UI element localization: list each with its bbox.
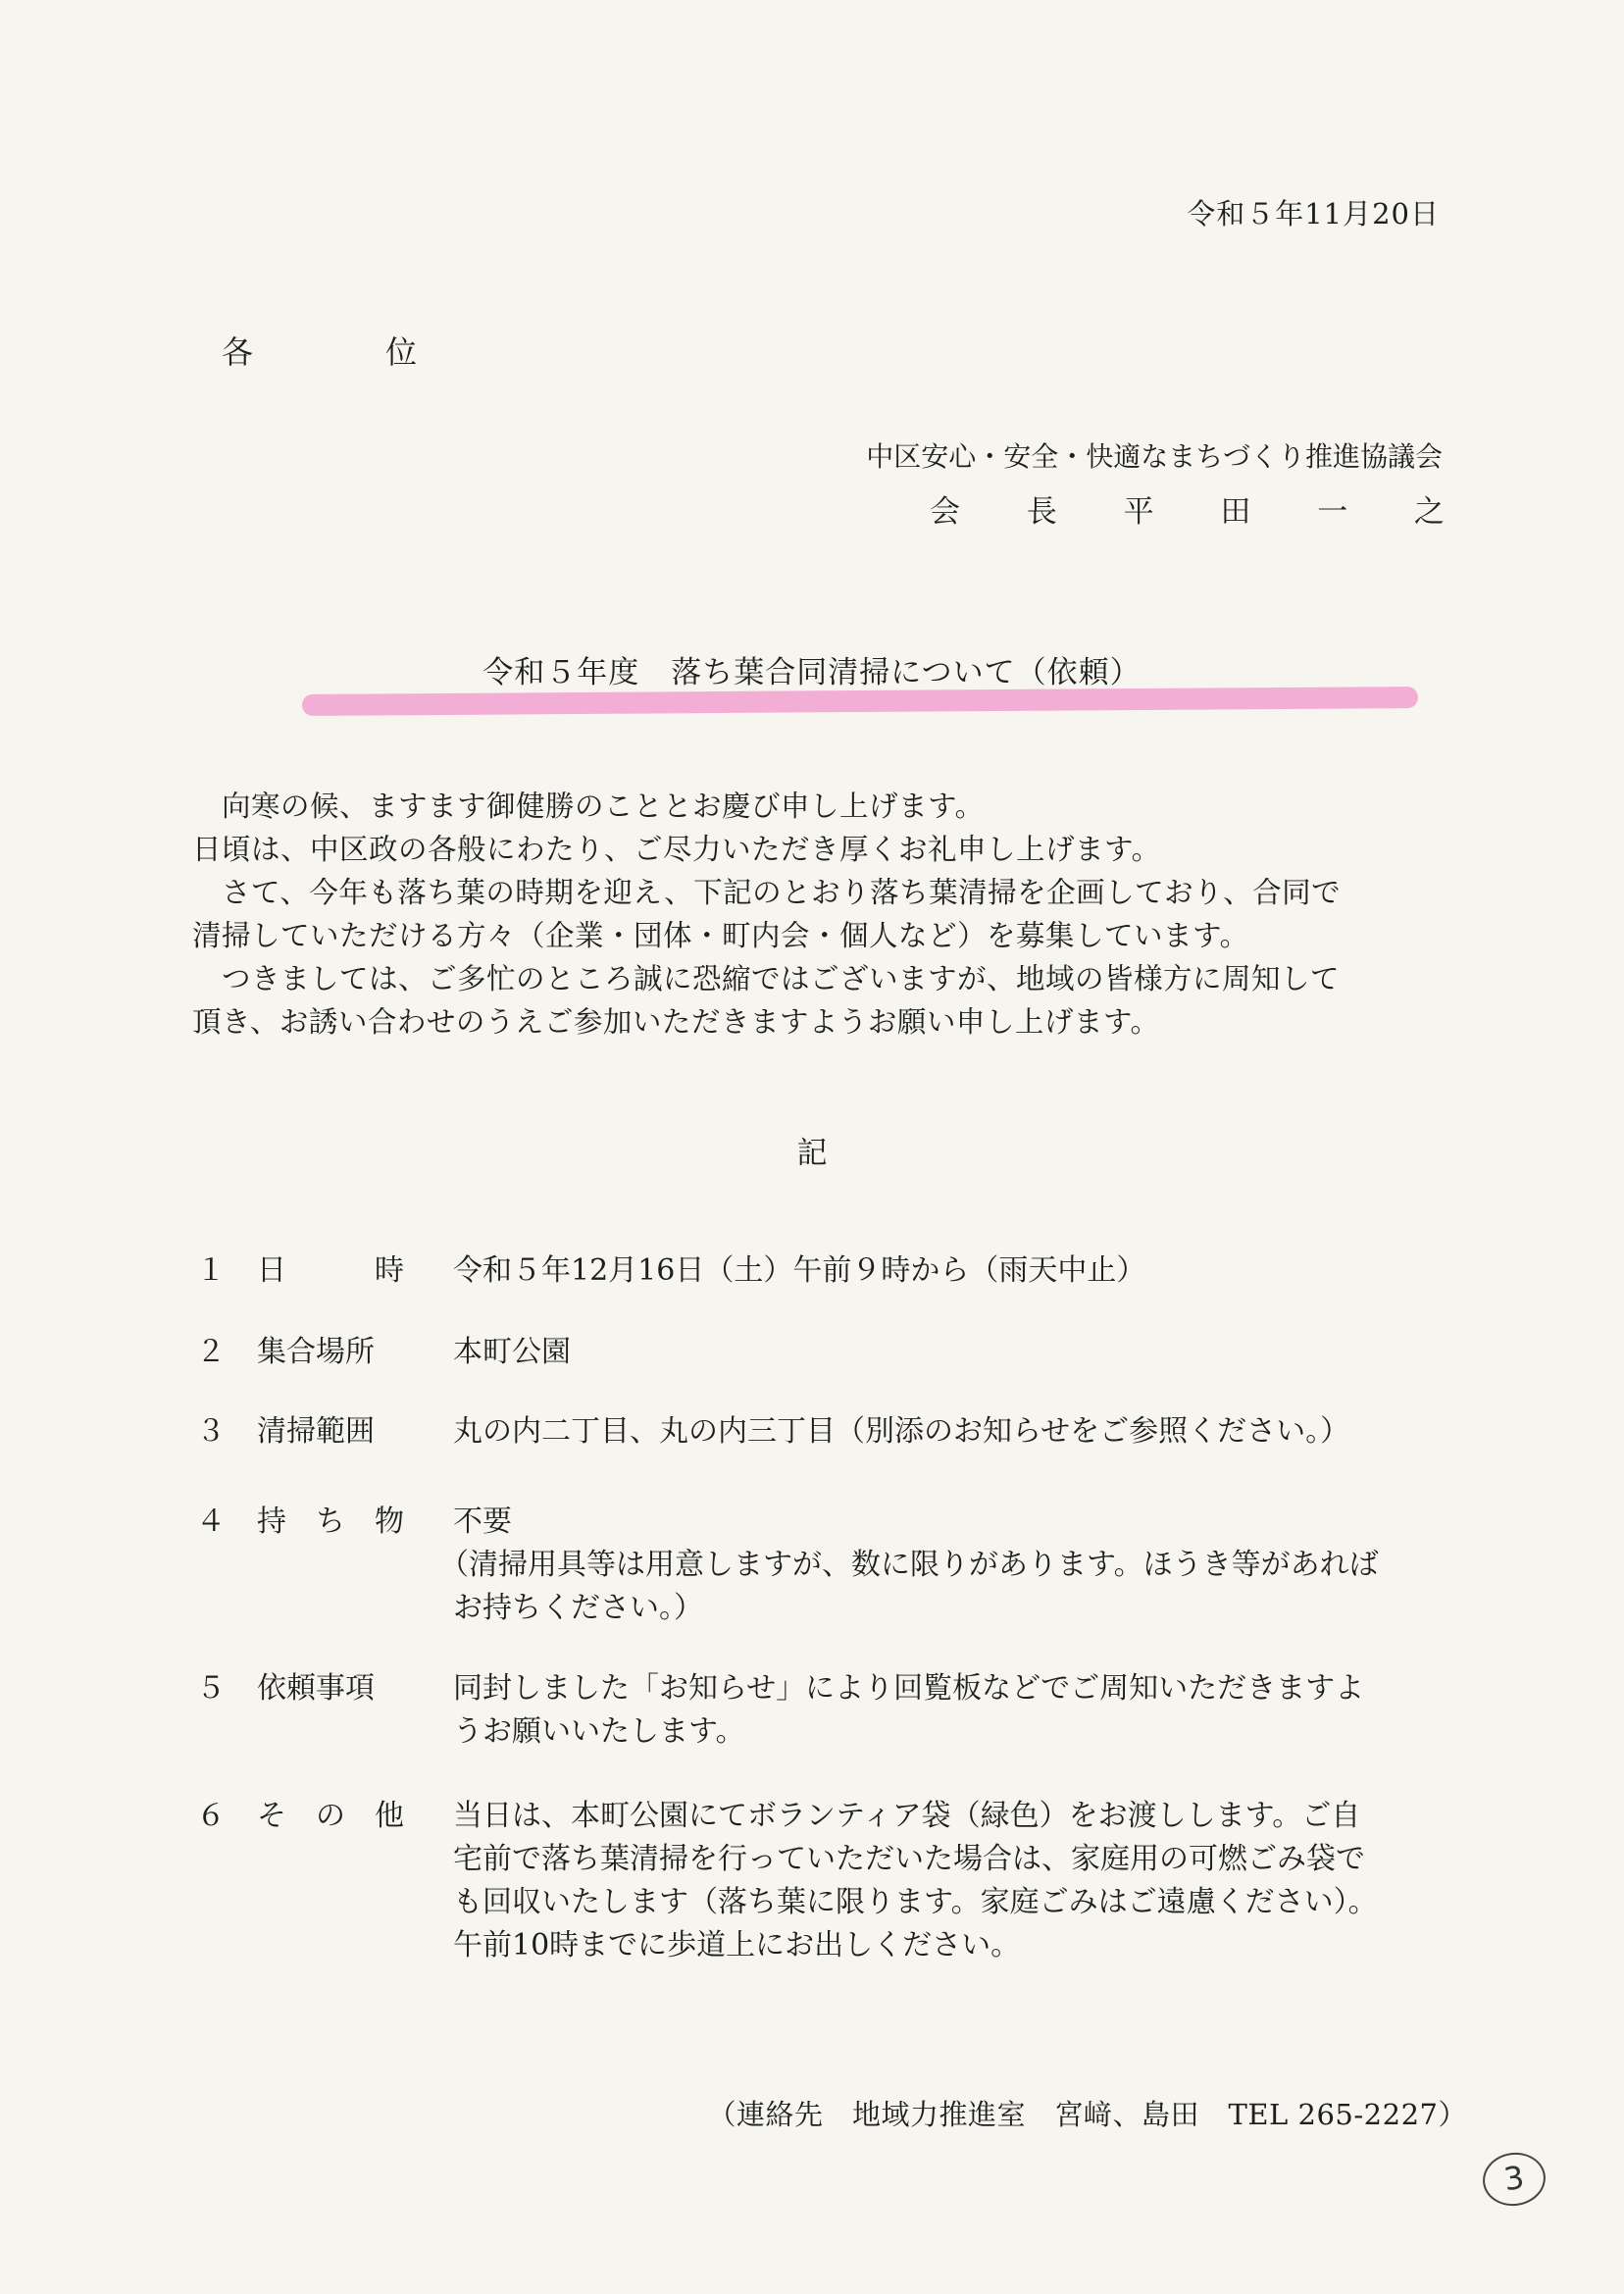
body-line: 向寒の候、ますます御健勝のこととお慶び申し上げます。 [222, 790, 985, 823]
item-label [257, 1501, 404, 1544]
document-date: 令和５年11月20日 [1187, 197, 1440, 230]
item-content [453, 1667, 1364, 1754]
item-content [453, 1249, 1145, 1293]
contact-info: （連絡先 地域力推進室 宮﨑、島田 TEL 265-2227） [707, 2098, 1467, 2131]
role-char: 長 [1026, 494, 1057, 530]
item-content-line: 午前10時までに歩道上にお出しください。 [453, 1928, 1021, 1963]
item-number: ２ [196, 1335, 226, 1369]
item-content-line: も回収いたします（落ち葉に限ります。家庭ごみはご遠慮ください）。 [453, 1885, 1378, 1919]
item-label [257, 1249, 404, 1293]
item-content [453, 1410, 1349, 1453]
addressee [222, 328, 417, 373]
body-line: 清掃していただける方々（企業・団体・町内会・個人など）を募集しています。 [192, 919, 1249, 952]
name-char: 平 [1123, 494, 1154, 530]
item-content-line: 不要 [453, 1504, 512, 1539]
item-content-line: お持ちください。） [453, 1591, 703, 1625]
item-number: １ [196, 1253, 226, 1288]
item-content-line: 令和５年12月16日（土）午前９時から（雨天中止） [453, 1253, 1146, 1288]
item-content [453, 1331, 571, 1374]
document-title: 令和５年度 落ち葉合同清掃について（依頼） [482, 655, 1142, 690]
name-char: 一 [1317, 494, 1348, 530]
item-label-char: そ [257, 1799, 286, 1833]
item-label-char: の [316, 1799, 345, 1833]
body-line: さて、今年も落ち葉の時期を迎え、下記のとおり落ち葉清掃を企画しており、合同で [222, 876, 1342, 909]
item-content [453, 1795, 1378, 1967]
body-line: つきましては、ご多忙のところ誠に恐縮ではございますが、地域の皆様方に周知して [222, 962, 1341, 995]
item-label: 集合場所 [257, 1335, 375, 1369]
addressee-first: 各 [222, 333, 254, 371]
addressee-second: 位 [385, 333, 418, 371]
item-number: ６ [196, 1799, 226, 1833]
item-content-line: 同封しました「お知らせ」により回覧板などでご周知いただきますよ [453, 1671, 1365, 1706]
item-label-char: 日 [257, 1253, 286, 1288]
item-label: 清掃範囲 [257, 1414, 375, 1449]
body-text [192, 785, 1467, 1044]
item-content-line: （清掃用具等は用意しますが、数に限りがあります。ほうき等があれば [439, 1548, 1379, 1582]
body-line: 頂き、お誘い合わせのうえご参加いただきますようお願い申し上げます。 [192, 1005, 1160, 1039]
name-char: 田 [1220, 494, 1251, 530]
item-label-char: 時 [375, 1253, 404, 1288]
item-content-line: 丸の内二丁目、丸の内三丁目（別添のお知らせをご参照ください。） [453, 1414, 1350, 1449]
item-content-line: うお願いいたします。 [453, 1714, 745, 1749]
item-number: ３ [196, 1414, 226, 1449]
item-label: 依頼事項 [257, 1671, 375, 1706]
item-label-char: 物 [375, 1504, 404, 1539]
item-label-char: ち [316, 1504, 345, 1539]
item-number: ５ [196, 1671, 226, 1706]
item-content-line: 本町公園 [453, 1335, 571, 1369]
ki-heading: 記 [796, 1136, 828, 1171]
body-line: 日頃は、中区政の各般にわたり、ご尽力いただき厚くお礼申し上げます。 [192, 833, 1161, 866]
item-content-line: 当日は、本町公園にてボランティア袋（緑色）をお渡しします。ご自 [453, 1799, 1361, 1833]
sender-organization: 中区安心・安全・快適なまちづくり推進協議会 [866, 440, 1443, 473]
role-char: 会 [930, 494, 960, 530]
item-label-char: 持 [257, 1504, 286, 1539]
title-container [0, 647, 1624, 691]
sender-president [930, 486, 1445, 531]
item-label-char: 他 [375, 1799, 404, 1833]
name-char: 之 [1413, 494, 1445, 530]
page-number-mark: 3 [1480, 2149, 1549, 2210]
item-content-line: 宅前で落ち葉清掃を行っていただいた場合は、家庭用の可燃ごみ袋で [453, 1842, 1365, 1876]
item-label [257, 1795, 404, 1838]
item-content [439, 1501, 1379, 1630]
item-number: ４ [196, 1504, 226, 1539]
